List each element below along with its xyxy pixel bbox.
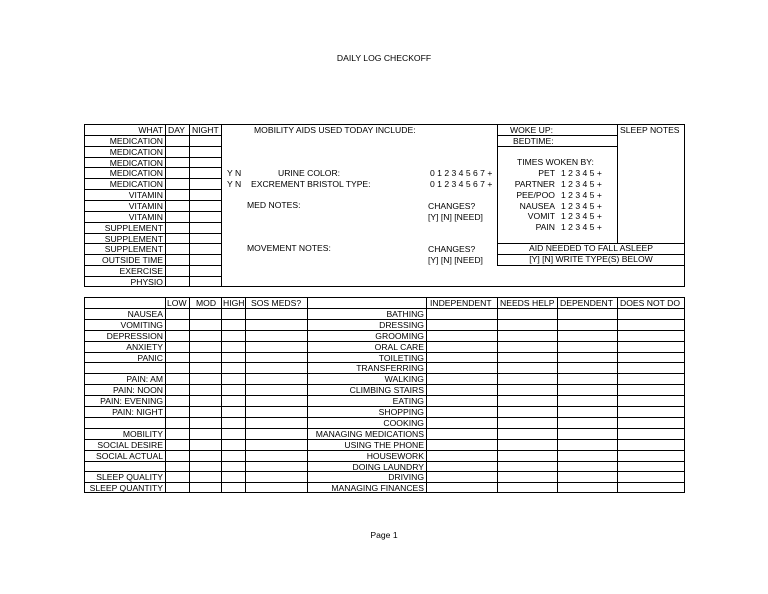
what-row-label: MEDICATION (109, 179, 163, 190)
adl-row-label: EATING (392, 396, 424, 407)
what-row-label: MEDICATION (109, 146, 163, 157)
grid-line (221, 124, 222, 287)
woken-by-scale: 1 2 3 4 5 + (561, 211, 602, 222)
adl-row-label: CLIMBING STAIRS (349, 385, 424, 396)
what-row-label: OUTSIDE TIME (102, 255, 163, 266)
aid-needed-options: [Y] [N] WRITE TYPE(S) BELOW (529, 254, 653, 264)
bedtime-label: BEDTIME: (513, 136, 554, 146)
woken-by-scale: 1 2 3 4 5 + (561, 200, 602, 211)
what-row-label: SUPPLEMENT (104, 244, 163, 255)
adl-row-label: DOING LAUNDRY (352, 461, 424, 472)
med-notes-label: MED NOTES: (247, 200, 301, 210)
adl-row-label: WALKING (384, 374, 424, 385)
what-row-label: MEDICATION (109, 135, 163, 146)
symptom-row-label: SLEEP QUALITY (96, 472, 163, 483)
sos-meds-header: SOS MEDS? (251, 298, 302, 308)
what-row-label: VITAMIN (128, 211, 163, 222)
woken-by-label: PARTNER (514, 178, 555, 189)
bristol-yn: Y N (227, 179, 242, 189)
what-row-label: MEDICATION (109, 157, 163, 168)
symptom-row-label: PAIN: NIGHT (112, 407, 163, 417)
does-not-do-header: DOES NOT DO (620, 298, 681, 308)
symptom-row-label: ANXIETY (126, 341, 163, 352)
grid-line (617, 124, 618, 243)
symptom-row-label: MOBILITY (122, 428, 163, 439)
woken-by-label: VOMIT (527, 211, 555, 222)
med-changes-label: CHANGES? (428, 201, 476, 211)
woken-by-scale: 1 2 3 4 5 + (561, 222, 602, 233)
symptom-row-label: SOCIAL DESIRE (97, 439, 163, 450)
needs-help-header: NEEDS HELP (500, 298, 555, 308)
bristol-type-scale: 0 1 2 3 4 5 6 7 + (430, 179, 493, 189)
urine-color-label: URINE COLOR: (278, 168, 341, 178)
urine-color-scale: 0 1 2 3 4 5 6 7 + (430, 168, 493, 178)
symptom-row-label: SOCIAL ACTUAL (95, 450, 163, 461)
what-row-label: VITAMIN (128, 200, 163, 211)
woken-by-scale: 1 2 3 4 5 + (561, 168, 602, 178)
symptom-row-label: NAUSEA (127, 308, 163, 319)
symptom-row-label: PAIN: AM (126, 374, 163, 385)
grid-line (497, 265, 685, 266)
independent-header: INDEPENDENT (430, 298, 492, 308)
adl-row-label: GROOMING (375, 330, 424, 341)
mobility-aids-label: MOBILITY AIDS USED TODAY INCLUDE: (254, 125, 416, 135)
adl-row-label: TRANSFERRING (356, 363, 424, 374)
adl-row-label: MANAGING MEDICATIONS (315, 428, 424, 439)
bristol-type-label: EXCREMENT BRISTOL TYPE: (251, 179, 371, 189)
adl-row-label: USING THE PHONE (344, 439, 424, 450)
what-row-label: SUPPLEMENT (104, 222, 163, 233)
symptom-row-label: PAIN: EVENING (100, 396, 163, 407)
what-row-label: PHYSIO (130, 276, 163, 287)
movement-notes-label: MOVEMENT NOTES: (247, 243, 331, 253)
woke-up-label: WOKE UP: (510, 125, 553, 135)
what-header: WHAT (138, 125, 163, 135)
grid-line (189, 124, 190, 287)
what-row-label: SUPPLEMENT (104, 233, 163, 244)
movement-changes-options: [Y] [N] [NEED] (428, 255, 483, 265)
woken-by-label: PEE/POO (516, 189, 555, 200)
mod-header: MOD (196, 298, 217, 308)
night-header: NIGHT (192, 125, 219, 135)
what-row-label: VITAMIN (128, 190, 163, 201)
day-header: DAY (168, 125, 186, 135)
woken-by-scale: 1 2 3 4 5 + (561, 178, 602, 189)
adl-row-label: BATHING (386, 308, 424, 319)
adl-row-label: HOUSEWORK (366, 450, 424, 461)
adl-row-label: ORAL CARE (374, 341, 424, 352)
high-header: HIGH (223, 298, 245, 308)
woken-by-label: PAIN (535, 222, 555, 233)
adl-row-label: TOILETING (378, 352, 424, 363)
grid-line (165, 124, 166, 287)
low-header: LOW (167, 298, 187, 308)
symptom-row-label: PANIC (137, 352, 163, 363)
symptom-row-label: VOMITING (120, 319, 163, 330)
symptom-row-label: PAIN: NOON (113, 385, 163, 396)
aid-needed-label: AID NEEDED TO FALL ASLEEP (528, 243, 654, 253)
woken-by-scale: 1 2 3 4 5 + (561, 189, 602, 200)
sleep-notes-label: SLEEP NOTES (620, 125, 680, 135)
symptom-row-label: SLEEP QUANTITY (89, 483, 163, 494)
urine-yn: Y N (227, 168, 242, 178)
adl-row-label: DRESSING (379, 319, 424, 330)
movement-changes-label: CHANGES? (428, 244, 476, 254)
dependent-header: DEPENDENT (560, 298, 614, 308)
symptom-row-label: DEPRESSION (106, 330, 163, 341)
adl-row-label: COOKING (383, 417, 424, 428)
what-row-label: MEDICATION (109, 168, 163, 179)
woken-by-label: PET (538, 168, 555, 178)
med-changes-options: [Y] [N] [NEED] (428, 212, 483, 222)
times-woken-label: TIMES WOKEN BY: (517, 157, 594, 167)
adl-row-label: DRIVING (388, 472, 424, 483)
adl-row-label: MANAGING FINANCES (331, 483, 424, 494)
grid-line (497, 146, 617, 147)
page-title: DAILY LOG CHECKOFF (336, 53, 432, 63)
woken-by-label: NAUSEA (519, 200, 555, 211)
what-row-label: EXERCISE (119, 266, 163, 277)
adl-row-label: SHOPPING (378, 407, 424, 417)
page-footer: Page 1 (370, 530, 398, 540)
